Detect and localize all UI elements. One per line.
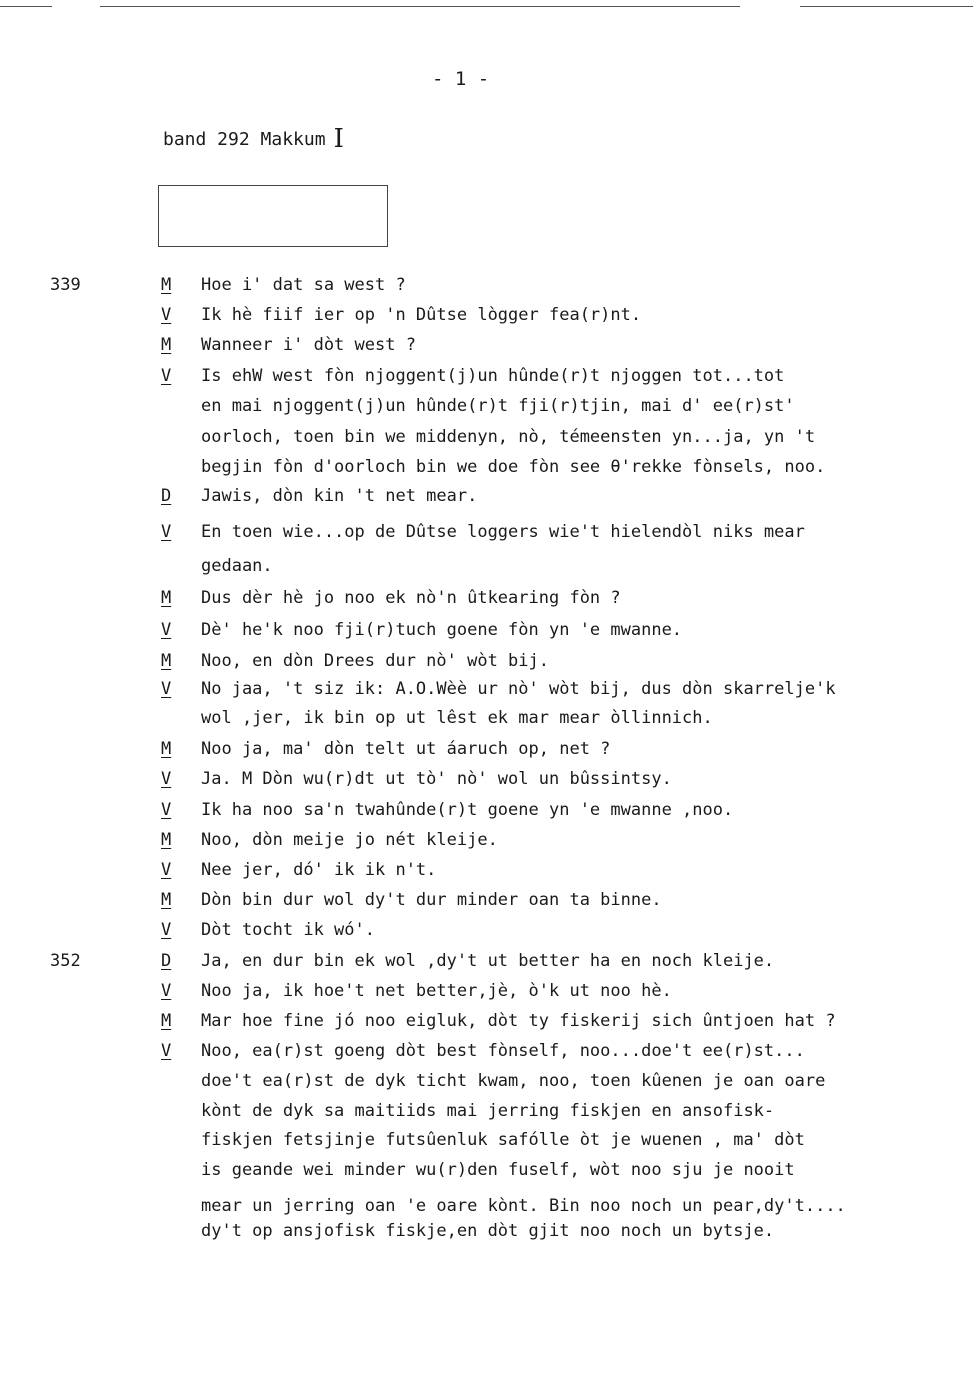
transcript-line: No jaa, 't siz ik: A.O.Wèè ur nò' wòt bij, dus dòn skarrelje'k [201,679,836,699]
header-text: band 292 Makkum [163,129,326,150]
transcript-line: Ja, en dur bin ek wol ,dy't ut better ha en noch kleije. [201,951,775,971]
transcript-line: Hoe i' dat sa west ? [201,275,406,295]
transcript-line: Is ehW west fòn njoggent(j)un hûnde(r)t njoggen tot...tot [201,366,785,386]
transcript-line: Dè' he'k noo fji(r)tuch goene fòn yn 'e mwanne. [201,620,683,640]
transcript-line: fiskjen fetsjinje futsûenluk safólle òt je wuenen , ma' dòt [201,1130,805,1150]
top-rule-left [0,6,52,7]
speaker-label: M [161,739,172,759]
transcript-line: Ik hè fiif ier op 'n Dûtse lògger fea(r)nt. [201,305,642,325]
top-rule-right [800,6,973,7]
transcript-line: Wanneer i' dòt west ? [201,335,416,355]
speaker-label: V [161,366,172,386]
speaker-label: M [161,651,172,671]
transcript-line: doe't ea(r)st de dyk ticht kwam, noo, toen kûenen je oan oare [201,1071,826,1091]
transcript-line: Ja. M Dòn wu(r)dt ut tò' nò' wol un bûssintsy. [201,769,672,789]
transcript-line: Jawis, dòn kin 't net mear. [201,486,478,506]
speaker-label: M [161,890,172,910]
speaker-label: V [161,920,172,940]
transcript-line: en mai njoggent(j)un hûnde(r)t fji(r)tjin, mai d' ee(r)st' [201,396,795,416]
speaker-label: V [161,620,172,640]
header-roman: I [333,124,344,154]
speaker-label: V [161,1041,172,1061]
speaker-label: D [161,951,172,971]
transcript-line: Noo ja, ik hoe't net better,jè, ò'k ut noo hè. [201,981,672,1001]
transcript-line: Mar hoe fine jó noo eigluk, dòt ty fiskerij sich ûntjoen hat ? [201,1011,836,1031]
transcript-line: is geande wei minder wu(r)den fuself, wòt noo sju je nooit [201,1160,795,1180]
line-number-339: 339 [50,275,81,295]
transcript-line: Ik ha noo sa'n twahûnde(r)t goene yn 'e mwanne ,noo. [201,800,734,820]
speaker-label: M [161,588,172,608]
transcript-line: kònt de dyk sa maitiids mai jerring fiskjen en ansofisk- [201,1101,775,1121]
transcript-line: Noo, en dòn Drees dur nò' wòt bij. [201,651,549,671]
transcript-line: dy't op ansjofisk fiskje,en dòt gjit noo noch un bytsje. [201,1221,775,1241]
speaker-label: V [161,860,172,880]
speaker-label: M [161,335,172,355]
speaker-label: V [161,679,172,699]
transcript-line: En toen wie...op de Dûtse loggers wie't hielendòl niks mear [201,522,805,542]
transcript-line: mear un jerring oan 'e oare kònt. Bin noo noch un pear,dy't.... [201,1196,846,1216]
transcript-line: begjin fòn d'oorloch bin we doe fòn see θ'rekke fònsels, noo. [201,457,826,477]
transcript-line: Dòn bin dur wol dy't dur minder oan ta binne. [201,890,662,910]
speaker-label: V [161,769,172,789]
transcript-line: Noo ja, ma' dòn telt ut áaruch op, net ? [201,739,611,759]
transcript-line: Noo, dòn meije jo nét kleije. [201,830,498,850]
document-header [163,122,344,152]
transcript-line: Dòt tocht ik wó'. [201,920,375,940]
speaker-label: M [161,275,172,295]
speaker-label: V [161,522,172,542]
transcript-line: Dus dèr hè jo noo ek nò'n ûtkearing fòn ? [201,588,621,608]
transcript-line: Nee jer, dó' ik ik n't. [201,860,437,880]
speaker-label: M [161,1011,172,1031]
transcript-line: oorloch, toen bin we middenyn, nò, témeensten yn...ja, yn 't [201,427,816,447]
transcript-line: gedaan. [201,556,273,576]
speaker-label: V [161,800,172,820]
transcript-line: Noo, ea(r)st goeng dòt best fònself, noo...doe't ee(r)st... [201,1041,805,1061]
page-number: - 1 - [432,68,490,90]
blank-box [158,185,388,247]
speaker-label: V [161,981,172,1001]
transcript-line: wol ,jer, ik bin op ut lêst ek mar mear òllinnich. [201,708,713,728]
speaker-label: D [161,486,172,506]
line-number-352: 352 [50,951,81,971]
top-rule-mid [100,6,740,7]
speaker-label: M [161,830,172,850]
speaker-label: V [161,305,172,325]
